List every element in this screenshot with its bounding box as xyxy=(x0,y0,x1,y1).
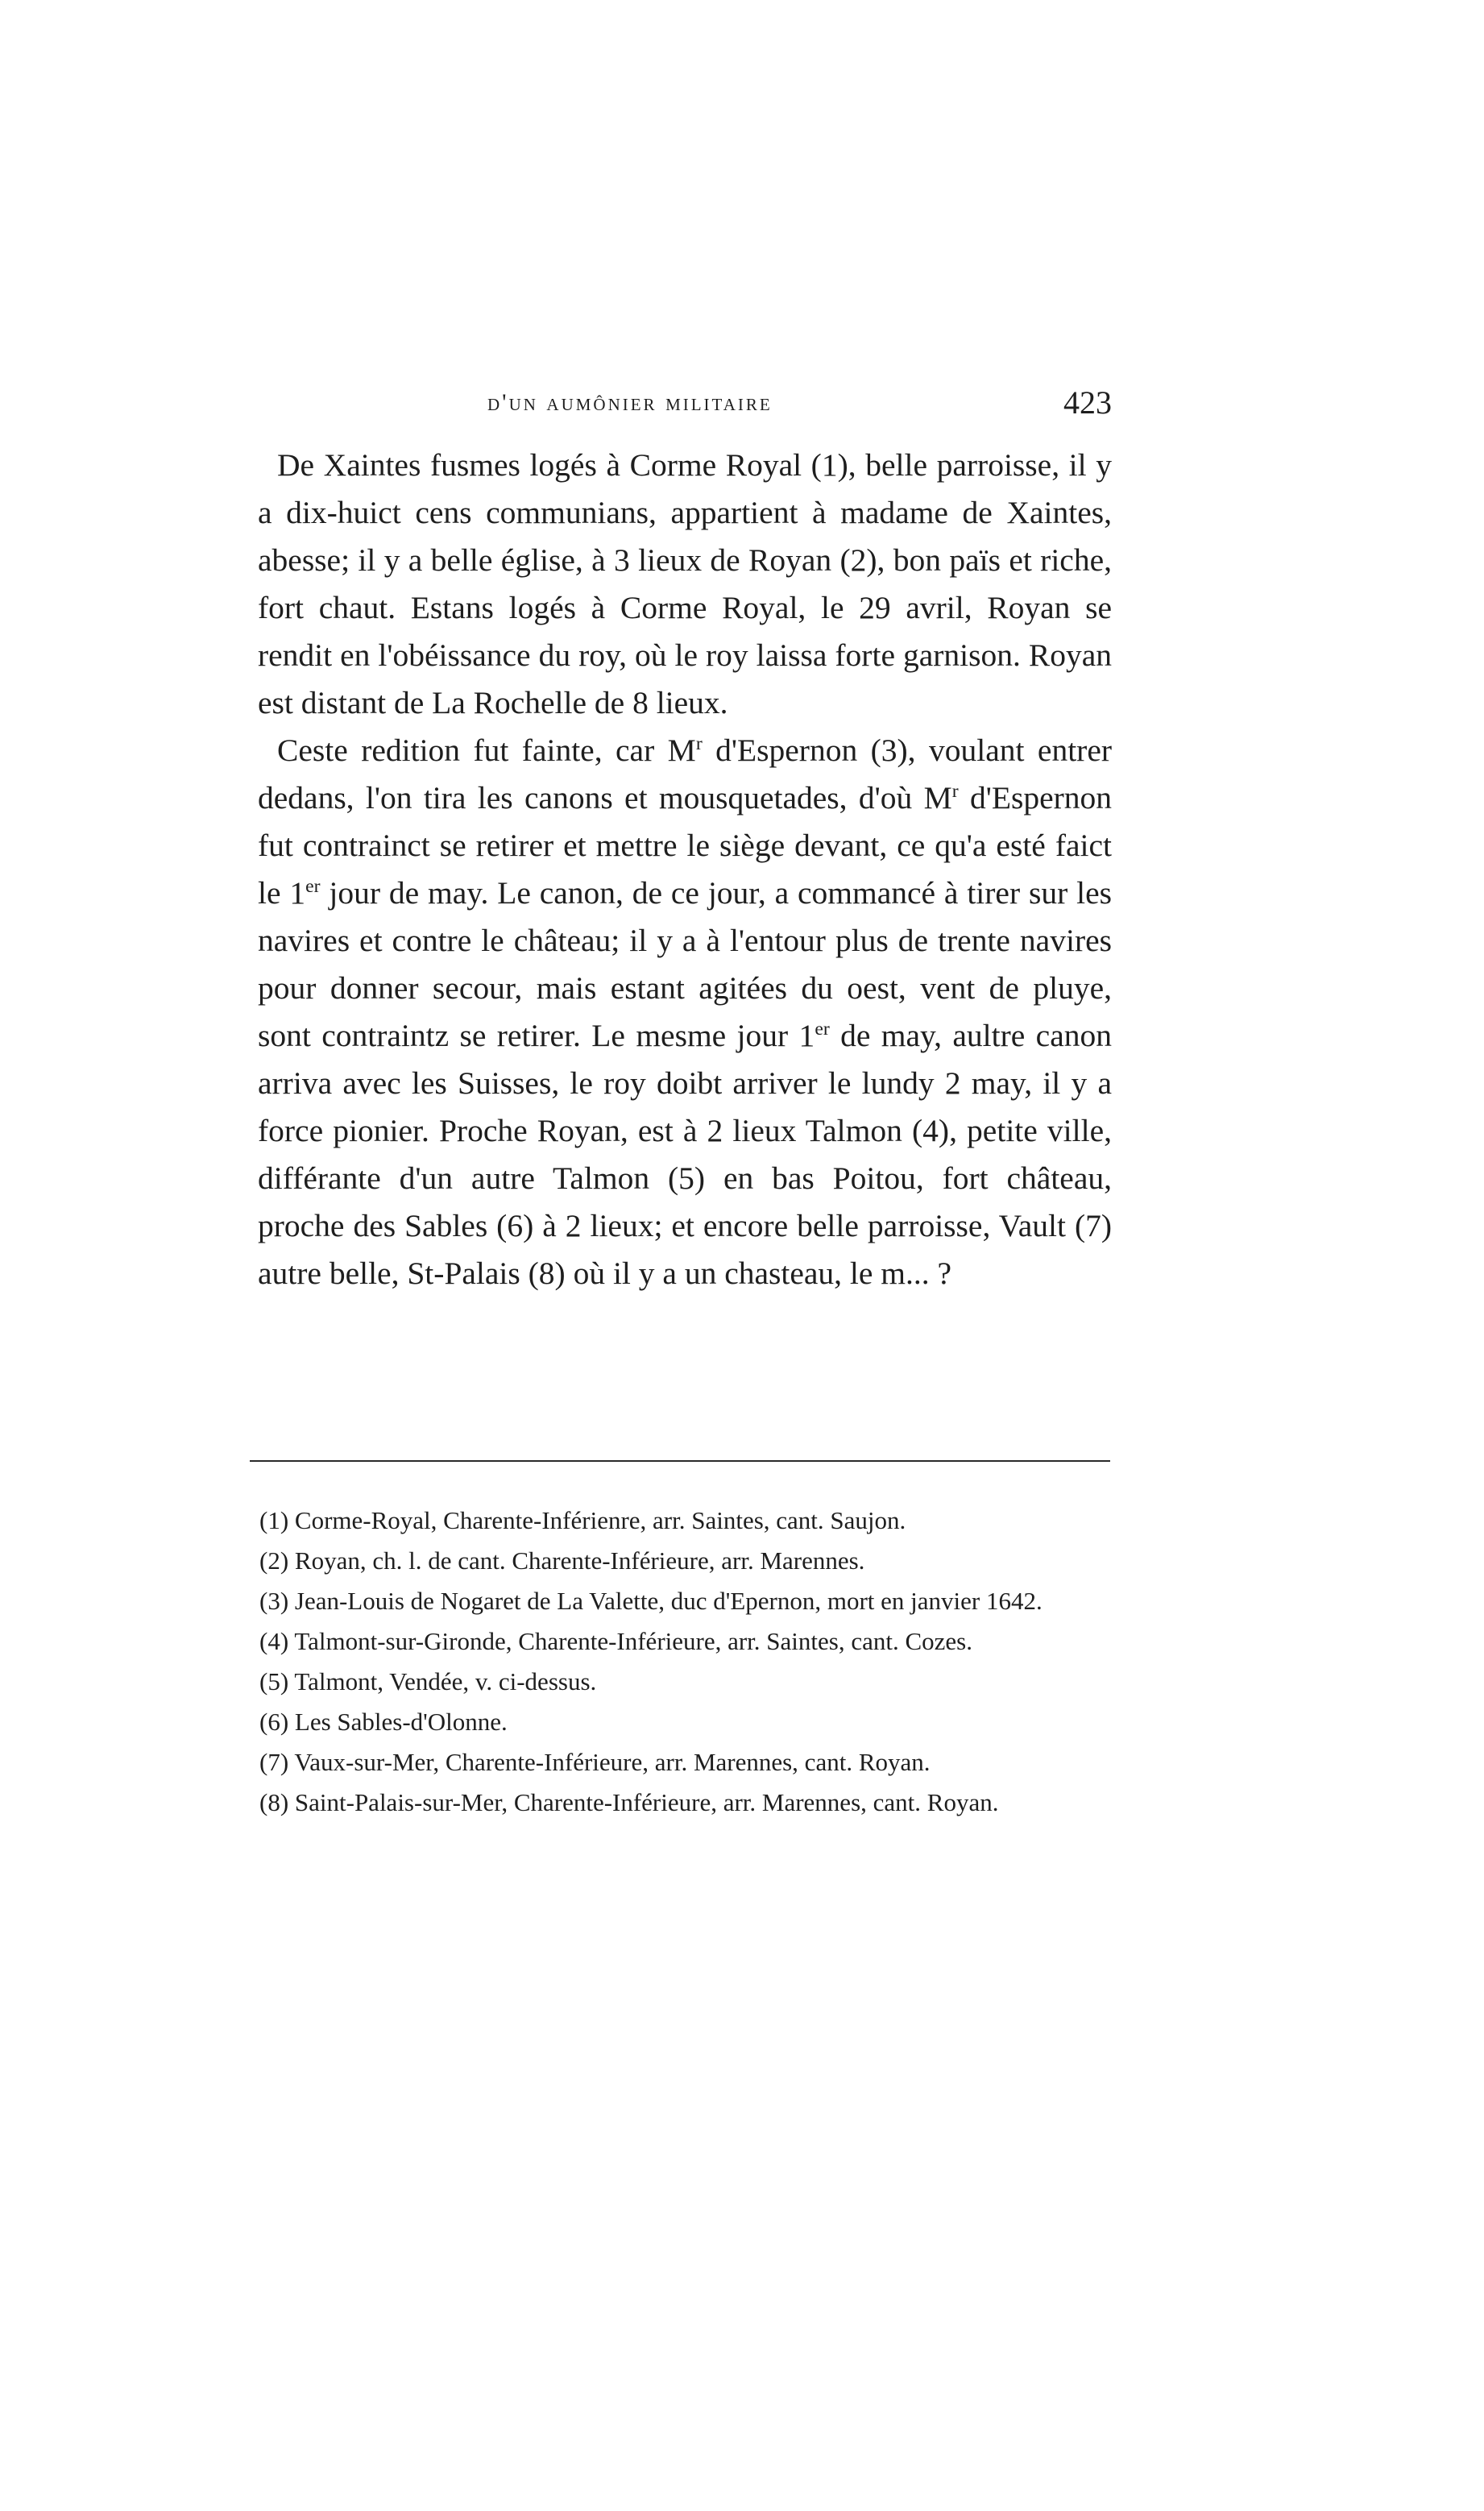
superscript: er xyxy=(815,1018,830,1040)
paragraph-2-text: de may, aultre canon arriva avec les Suisses, le roy doibt arriver le lundy 2 may, il y a force pionier. Proche Royan, est à 2 lieux Talmon (4), petite ville, différante d'un autre Talmon (5) en bas Poitou, fort château, proche des Sables (6) à 2 lieux; et encore belle parroisse, Vault (7) autre belle, St-Palais (8) où il y a un chasteau, le m... ? xyxy=(258,1018,1112,1291)
footnote-2: (2) Royan, ch. l. de cant. Charente-Inférieure, arr. Marennes. xyxy=(259,1546,865,1575)
footnote-8: (8) Saint-Palais-sur-Mer, Charente-Inférieure, arr. Marennes, cant. Royan. xyxy=(259,1788,999,1816)
paragraph-2-text: d'Espernon fut contrainct se retirer et mettre le siège devant, ce qu'a esté faict le 1 xyxy=(258,780,1112,911)
superscript: r xyxy=(951,780,959,802)
footnote-4: (4) Talmont-sur-Gironde, Charente-Inférieure, arr. Saintes, cant. Cozes. xyxy=(259,1627,972,1655)
paragraph-1: De Xaintes fusmes logés à Corme Royal (1), belle parroisse, il y a dix-huict cens communians, appartient à madame de Xaintes, abesse; il y a belle église, à 3 lieux de Royan (2), bon païs et riche, fort chaut. Estans logés à Corme Royal, le 29 avril, Royan se rendit en l'obéissance du roy, où le roy laissa forte garnison. Royan est distant de La Rochelle de 8 lieux. xyxy=(258,447,1112,720)
page-header xyxy=(258,379,1112,427)
paragraph-2-text: jour de may. Le canon, de ce jour, a commancé à tirer sur les navires et contre le château; il y a à l'entour plus de trente navires pour donner secour, mais estant agitées du oest, vent de pluye, sont contraintz se retirer. Le mesme jour 1 xyxy=(258,875,1112,1053)
paragraph-2 xyxy=(258,727,1112,1297)
page-number: 423 xyxy=(1063,384,1112,421)
footnote-6: (6) Les Sables-d'Olonne. xyxy=(259,1708,508,1736)
running-title: d'un aumônier militaire xyxy=(487,389,773,416)
footnote-3: (3) Jean-Louis de Nogaret de La Valette, duc d'Epernon, mort en janvier 1642. xyxy=(259,1587,1043,1615)
superscript: er xyxy=(305,875,321,897)
footnote-1: (1) Corme-Royal, Charente-Inférienre, arr. Saintes, cant. Saujon. xyxy=(259,1506,906,1534)
paragraph-2-text: d'Espernon (3), voulant entrer dedans, l'on tira les canons et mousquetades, d'où M xyxy=(258,733,1113,816)
footnote-separator xyxy=(250,1460,1110,1462)
body-text xyxy=(258,442,1112,1297)
paragraph-2-text: Ceste redition fut fainte, car M xyxy=(277,733,696,768)
footnote-5: (5) Talmont, Vendée, v. ci-dessus. xyxy=(259,1667,597,1695)
footnote-7: (7) Vaux-sur-Mer, Charente-Inférieure, arr. Marennes, cant. Royan. xyxy=(259,1748,931,1776)
footnotes xyxy=(235,1500,1115,1823)
superscript: r xyxy=(695,733,703,754)
